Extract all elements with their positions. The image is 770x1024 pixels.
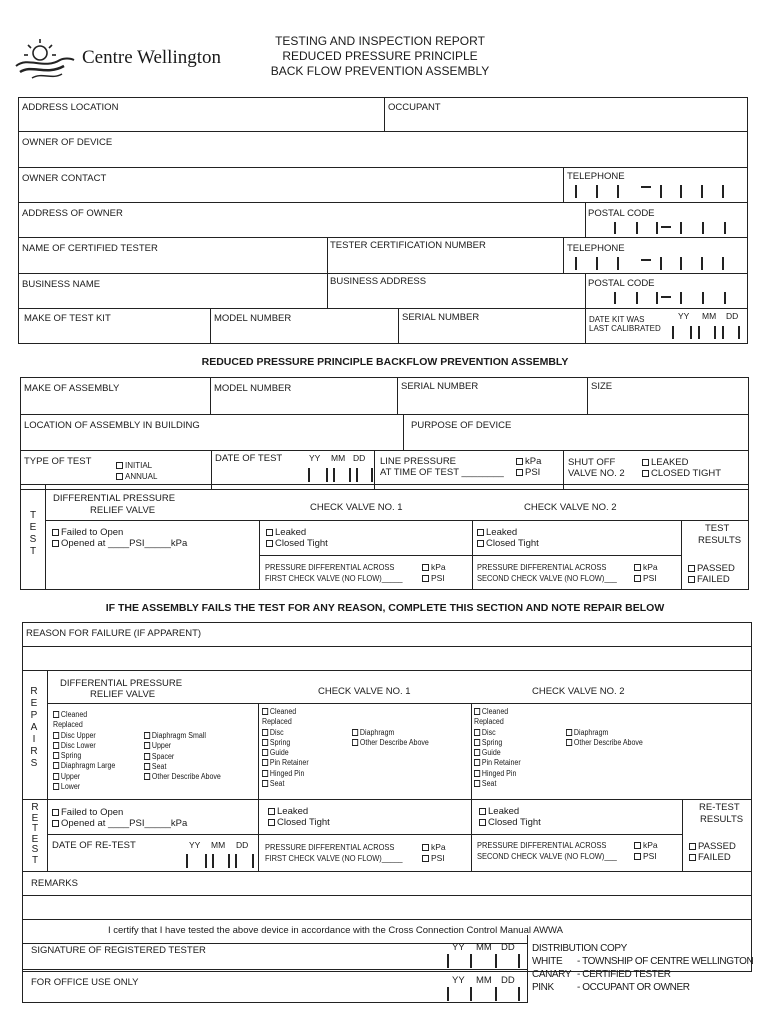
retest-pd2-label-b: SECOND CHECK VALVE (NO FLOW)___: [477, 851, 617, 861]
retest-failed-checkbox[interactable]: Failed to Open: [52, 807, 123, 818]
cv1-repairs-list-b: [352, 728, 429, 749]
test-pd2-psi-checkbox[interactable]: PSI: [634, 573, 657, 583]
cv1-cleaned-checkbox[interactable]: Cleaned: [262, 707, 309, 717]
rv-upper-checkbox[interactable]: Upper: [53, 772, 115, 782]
repairs-dp-label-2: RELIEF VALVE: [90, 689, 156, 700]
shutoff-leaked-checkbox[interactable]: LEAKED: [642, 457, 689, 468]
line-psi-checkbox[interactable]: PSI: [516, 467, 540, 478]
retest-opened-checkbox[interactable]: Opened at ____PSI_____kPa: [52, 818, 187, 829]
retest-pd1-psi-checkbox[interactable]: PSI: [422, 853, 445, 863]
test-pd1-label-b: FIRST CHECK VALVE (NO FLOW)_____: [265, 573, 403, 583]
distribution-canary: CANARY - CERTIFIED TESTER: [532, 969, 671, 980]
shutoff-closed-checkbox[interactable]: CLOSED TIGHT: [642, 468, 721, 479]
test-pd2-kpa-checkbox[interactable]: kPa: [634, 562, 658, 572]
cv1-replaced-label: Replaced: [262, 717, 292, 727]
retest-pd2-psi-checkbox[interactable]: PSI: [634, 851, 657, 861]
signature-mm: MM: [476, 942, 492, 953]
repairs-cv2-label: CHECK VALVE NO. 2: [532, 686, 625, 697]
owner-section: [18, 97, 748, 344]
test-cv1-leaked-checkbox[interactable]: Leaked: [266, 527, 306, 538]
test-opened-checkbox[interactable]: Opened at ____PSI_____kPa: [52, 538, 187, 549]
test-pd2-label-b: SECOND CHECK VALVE (NO FLOW)___: [477, 573, 617, 583]
occupant-label: OCCUPANT: [388, 102, 441, 113]
retest-cv1-leaked-checkbox[interactable]: Leaked: [268, 806, 308, 817]
test-results-label-2: RESULTS: [698, 535, 742, 546]
test-pd2-label-a: PRESSURE DIFFERENTIAL ACROSS: [477, 562, 607, 572]
business-address-label: BUSINESS ADDRESS: [330, 276, 427, 287]
test-cv2-label: CHECK VALVE NO. 2: [524, 502, 617, 513]
assembly-model-label: MODEL NUMBER: [214, 383, 292, 394]
test-dp-label-1: DIFFERENTIAL PRESSURE: [53, 493, 176, 504]
rv-lower-checkbox[interactable]: Lower: [53, 782, 115, 792]
test-pd1-psi-checkbox[interactable]: PSI: [422, 573, 445, 583]
type-test-label: TYPE OF TEST: [24, 456, 92, 467]
test-failed-checkbox[interactable]: Failed to Open: [52, 527, 123, 538]
test-pd1-label-a: PRESSURE DIFFERENTIAL ACROSS: [265, 562, 395, 572]
owner-contact-label: OWNER CONTACT: [22, 173, 107, 184]
line-pressure-blank: AT TIME OF TEST ________: [380, 467, 504, 478]
rv-diaphragm-small-checkbox[interactable]: Diaphragm Small: [144, 731, 221, 741]
cv2-repairs-list-b: [566, 728, 643, 749]
office-yy: YY: [452, 975, 465, 986]
retest-pd1-kpa-checkbox[interactable]: kPa: [422, 842, 446, 852]
cv1-hinged-pin-checkbox[interactable]: Hinged Pin: [262, 769, 309, 779]
cv1-other-checkbox[interactable]: Other Describe Above: [352, 738, 429, 748]
tester-name-label: NAME OF CERTIFIED TESTER: [22, 243, 158, 254]
retest-dd: DD: [236, 840, 249, 850]
cv2-repairs-list: [474, 707, 521, 789]
cv1-repairs-list: [262, 707, 309, 789]
location-label: LOCATION OF ASSEMBLY IN BUILDING: [24, 420, 200, 431]
assembly-heading: REDUCED PRESSURE PRINCIPLE BACKFLOW PREVENTION ASSEMBLY: [201, 356, 569, 368]
failure-heading: IF THE ASSEMBLY FAILS THE TEST FOR ANY REASON, COMPLETE THIS SECTION AND NOTE REPAIR BELOW: [105, 602, 665, 614]
postal-code-label-2: POSTAL CODE: [588, 278, 655, 289]
cv2-spring-checkbox[interactable]: Spring: [474, 738, 521, 748]
business-name-label: BUSINESS NAME: [22, 279, 101, 290]
test-passed-checkbox[interactable]: PASSED: [688, 563, 735, 574]
distribution-copy: [532, 942, 753, 994]
test-cv1-closed-checkbox[interactable]: Closed Tight: [266, 538, 328, 549]
retest-failed-result-checkbox[interactable]: FAILED: [689, 852, 731, 863]
telephone-label: TELEPHONE: [567, 171, 625, 182]
size-label: SIZE: [591, 381, 613, 392]
title-line-1: TESTING AND INSPECTION REPORT: [275, 34, 485, 48]
line-kpa-checkbox[interactable]: kPa: [516, 456, 541, 467]
retest-pd2-label-a: PRESSURE DIFFERENTIAL ACROSS: [477, 840, 607, 850]
rv-spring-checkbox[interactable]: Spring: [53, 751, 115, 761]
distribution-title: DISTRIBUTION COPY: [532, 943, 627, 954]
rv-diaphragm-large-checkbox[interactable]: Diaphragm Large: [53, 761, 115, 771]
test-vertical-label: T E S T: [29, 510, 37, 557]
logo-icon: [14, 36, 76, 82]
signature-yy: YY: [452, 942, 465, 953]
rv-other-checkbox[interactable]: Other Describe Above: [144, 772, 221, 782]
test-kit-label: MAKE OF TEST KIT: [24, 313, 111, 324]
calib-mm: MM: [702, 311, 717, 321]
shutoff-valve-label: VALVE NO. 2: [568, 468, 625, 479]
test-cv2-leaked-checkbox[interactable]: Leaked: [477, 527, 517, 538]
title-line-3: BACK FLOW PREVENTION ASSEMBLY: [270, 64, 490, 78]
retest-results-label-2: RESULTS: [700, 814, 744, 825]
retest-mm: MM: [211, 840, 226, 850]
date-test-mm: MM: [331, 453, 346, 463]
address-of-owner-label: ADDRESS OF OWNER: [22, 208, 123, 219]
rv-spacer-checkbox[interactable]: Spacer: [144, 752, 221, 762]
cv2-pin-retainer-checkbox[interactable]: Pin Retainer: [474, 758, 521, 768]
office-use-label: FOR OFFICE USE ONLY: [31, 977, 139, 988]
retest-passed-checkbox[interactable]: PASSED: [689, 841, 736, 852]
cv2-guide-checkbox[interactable]: Guide: [474, 748, 521, 758]
line-pressure-label: LINE PRESSURE: [380, 456, 457, 467]
shutoff-label: SHUT OFF: [568, 457, 616, 468]
initial-checkbox[interactable]: INITIAL: [116, 461, 152, 471]
cv1-guide-checkbox[interactable]: Guide: [262, 748, 309, 758]
retest-date-label: DATE OF RE-TEST: [52, 840, 136, 851]
retest-cv2-leaked-checkbox[interactable]: Leaked: [479, 806, 519, 817]
cv2-other-checkbox[interactable]: Other Describe Above: [566, 738, 643, 748]
assembly-serial-label: SERIAL NUMBER: [401, 381, 479, 392]
owner-of-device-label: OWNER OF DEVICE: [22, 137, 113, 148]
remarks-label: REMARKS: [31, 878, 78, 889]
rv-upper-b-checkbox[interactable]: Upper: [144, 741, 221, 751]
retest-pd1-label-a: PRESSURE DIFFERENTIAL ACROSS: [265, 842, 395, 852]
repairs-dp-label-1: DIFFERENTIAL PRESSURE: [60, 678, 183, 689]
repairs-cv1-label: CHECK VALVE NO. 1: [318, 686, 411, 697]
cv2-cleaned-checkbox[interactable]: Cleaned: [474, 707, 521, 717]
cv2-seat-checkbox[interactable]: Seat: [474, 779, 521, 789]
repairs-vertical-label: R E P A I R S: [30, 686, 38, 769]
cv1-diaphragm-checkbox[interactable]: Diaphragm: [352, 728, 429, 738]
test-pd1-kpa-checkbox[interactable]: kPa: [422, 562, 446, 572]
calibrated-label-2: LAST CALIBRATED: [589, 324, 661, 333]
cv1-pin-retainer-checkbox[interactable]: Pin Retainer: [262, 758, 309, 768]
distribution-white: WHITE - TOWNSHIP OF CENTRE WELLINGTON: [532, 956, 754, 967]
rv-cleaned-checkbox[interactable]: Cleaned: [53, 710, 115, 720]
tester-cert-label: TESTER CERTIFICATION NUMBER: [330, 240, 486, 251]
make-assembly-label: MAKE OF ASSEMBLY: [24, 383, 120, 394]
office-mm: MM: [476, 975, 492, 986]
cv1-spring-checkbox[interactable]: Spring: [262, 738, 309, 748]
calib-dd: DD: [726, 311, 739, 321]
cv2-disc-checkbox[interactable]: Disc: [474, 728, 521, 738]
signature-dd: DD: [501, 942, 515, 953]
retest-cv1-closed-checkbox[interactable]: Closed Tight: [268, 817, 330, 828]
postal-code-label: POSTAL CODE: [588, 208, 655, 219]
test-results-label-1: TEST: [705, 523, 730, 534]
relief-valve-repairs-list: [53, 710, 115, 792]
date-test-yy: YY: [309, 453, 321, 463]
cv2-diaphragm-checkbox[interactable]: Diaphragm: [566, 728, 643, 738]
kit-model-label: MODEL NUMBER: [214, 313, 292, 324]
address-location-label: ADDRESS LOCATION: [22, 102, 119, 113]
date-test-label: DATE OF TEST: [215, 453, 283, 464]
kit-serial-label: SERIAL NUMBER: [402, 312, 480, 323]
retest-results-label-1: RE-TEST: [699, 802, 740, 813]
cv2-hinged-pin-checkbox[interactable]: Hinged Pin: [474, 769, 521, 779]
rv-replaced-label: Replaced: [53, 720, 83, 730]
retest-cv2-closed-checkbox[interactable]: Closed Tight: [479, 817, 541, 828]
date-test-dd: DD: [353, 453, 366, 463]
test-cv2-closed-checkbox[interactable]: Closed Tight: [477, 538, 539, 549]
relief-valve-repairs-list-b: [144, 731, 221, 782]
purpose-label: PURPOSE OF DEVICE: [411, 420, 512, 431]
test-dp-label-2: RELIEF VALVE: [90, 505, 156, 516]
rv-disc-upper-checkbox[interactable]: Disc Upper: [53, 731, 115, 741]
test-failed-result-checkbox[interactable]: FAILED: [688, 574, 730, 585]
brand-name: Centre Wellington: [82, 47, 222, 68]
cv1-seat-checkbox[interactable]: Seat: [262, 779, 309, 789]
annual-checkbox[interactable]: ANNUAL: [116, 472, 157, 482]
cv2-replaced-label: Replaced: [474, 717, 504, 727]
calibrated-label-1: DATE KIT WAS: [589, 315, 645, 324]
test-cv1-label: CHECK VALVE NO. 1: [310, 502, 403, 513]
calib-yy: YY: [678, 311, 690, 321]
signature-label: SIGNATURE OF REGISTERED TESTER: [31, 945, 206, 956]
reason-failure-label: REASON FOR FAILURE (IF APPARENT): [26, 628, 202, 639]
telephone-label-2: TELEPHONE: [567, 243, 625, 254]
rv-seat-checkbox[interactable]: Seat: [144, 762, 221, 772]
retest-vertical-label: R E T E S T: [31, 802, 39, 866]
retest-pd2-kpa-checkbox[interactable]: kPa: [634, 840, 658, 850]
cv1-disc-checkbox[interactable]: Disc: [262, 728, 309, 738]
retest-yy: YY: [189, 840, 201, 850]
title-line-2: REDUCED PRESSURE PRINCIPLE: [282, 49, 478, 63]
retest-pd1-label-b: FIRST CHECK VALVE (NO FLOW)_____: [265, 853, 403, 863]
rv-disc-lower-checkbox[interactable]: Disc Lower: [53, 741, 115, 751]
office-dd: DD: [501, 975, 515, 986]
distribution-pink: PINK - OCCUPANT OR OWNER: [532, 982, 690, 993]
certify-text: I certify that I have tested the above device in accordance with the Cross Connection Control Manual AWWA: [108, 925, 563, 936]
